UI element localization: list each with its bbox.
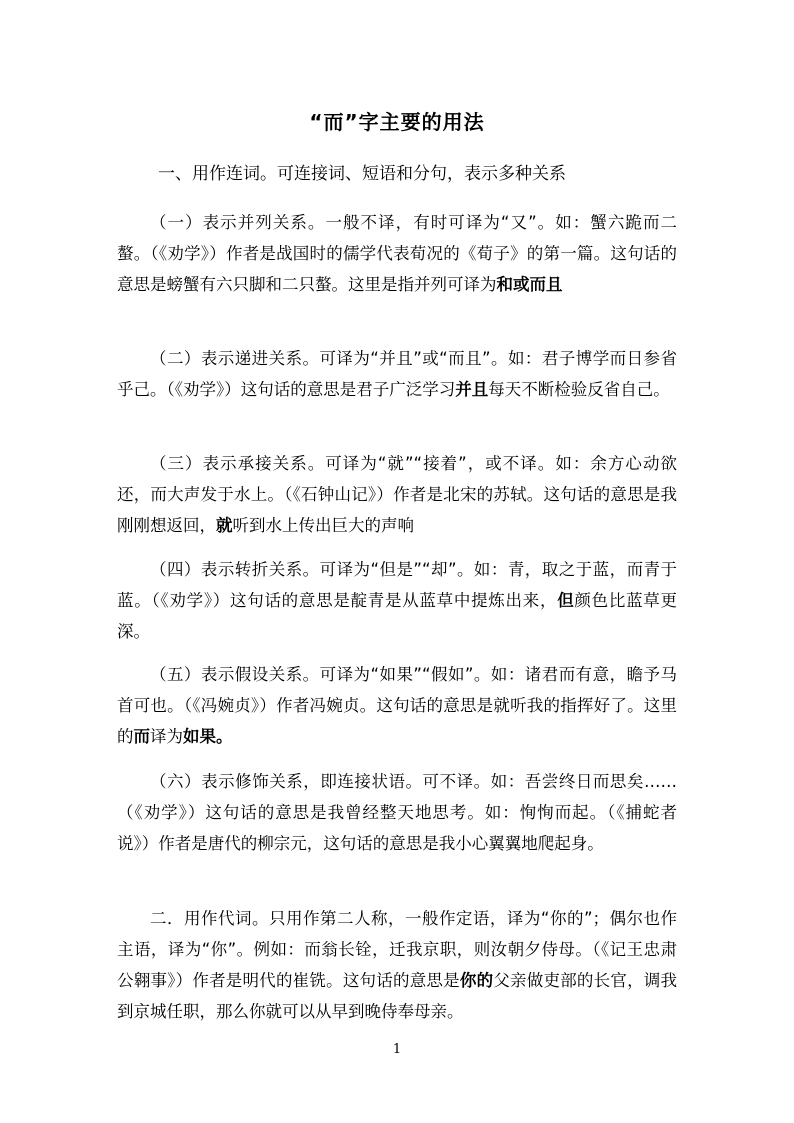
paragraph-conditional [117, 659, 677, 752]
paragraph-modifier [117, 766, 677, 859]
paragraph-pronoun [117, 903, 677, 1027]
paragraph-progressive [117, 343, 677, 405]
paragraph-adversative [117, 554, 677, 647]
emphasis-text: 而 [133, 727, 150, 746]
paragraph-text-tail: 颜色比蓝草更深。 [117, 591, 678, 641]
paragraph-text: （一）表示并列关系。一般不译，有时可译为“又”。如：蟹六跪而二螯。（《劝学》）作者是战国时的儒学代表荀况的《荀子》的第一篇。这句话的意思是螃蟹有六只脚和二只螯。这里是指并列可译为 [117, 213, 677, 294]
paragraph-text-tail: 译为 [150, 727, 183, 746]
paragraph-parallel [117, 207, 677, 300]
paragraph-text-tail: 听到水上传出巨大的声响 [232, 516, 414, 535]
emphasis-text-2: 如果。 [183, 727, 233, 746]
paragraph-sequential [117, 448, 677, 541]
paragraph-text-tail: 每天不断检验反省自己。 [488, 380, 670, 399]
page-number: 1 [392, 1042, 402, 1057]
paragraph-text: （三）表示承接关系。可译为“就”“接着”，或不译。如：余方心动欲还，而大声发于水上。（《石钟山记》）作者是北宋的苏轼。这句话的意思是我刚刚想返回， [117, 454, 677, 535]
paragraph-text: （四）表示转折关系。可译为“但是”“却”。如：青，取之于蓝，而青于蓝。（《劝学》）这句话的意思是靛青是从蓝草中提炼出来， [117, 560, 677, 610]
section-heading: 一、用作连词。可连接词、短语和分句，表示多种关系 [158, 164, 566, 184]
paragraph-text: 二．用作代词。只用作第二人称，一般作定语，译为“你的”；偶尔也作主语，译为“你”。例如：而翁长铨，迁我京职，则汝朝夕侍母。（《记王忠肃公翱事》）作者是明代的崔铣。这句话的意思是 [117, 909, 677, 990]
paragraph-text-tail: 父亲做吏部的长官，调我到京城任职，那么你就可以从早到晚侍奉母亲。 [117, 971, 678, 1021]
emphasis-text: 就 [216, 516, 233, 535]
emphasis-text: 你的 [459, 971, 494, 990]
paragraph-text: （二）表示递进关系。可译为“并且”或“而且”。如：君子博学而日参省乎己。（《劝学》）这句话的意思是君子广泛学习 [117, 349, 677, 399]
paragraph-text: （五）表示假设关系。可译为“如果”“假如”。如：诸君而有意，瞻予马首可也。（《冯婉贞》）作者冯婉贞。这句话的意思是就听我的指挥好了。这里的 [117, 665, 677, 746]
emphasis-text: 但 [557, 591, 575, 610]
emphasis-text: 和或而且 [496, 275, 563, 294]
page-title: “而”字主要的用法 [309, 110, 485, 134]
emphasis-text: 并且 [455, 380, 489, 399]
paragraph-text: （六）表示修饰关系，即连接状语。可不译。如：吾尝终日而思矣……（《劝学》）这句话的意思是我曾经整天地思考。如：恂恂而起。（《捕蛇者说》）作者是唐代的柳宗元，这句话的意思是我小心翼翼地爬起身。 [117, 772, 677, 853]
